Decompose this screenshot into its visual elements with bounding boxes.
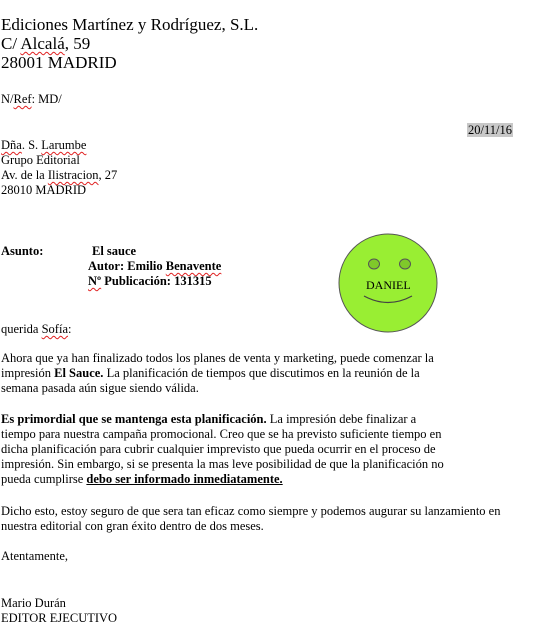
reference-part-c: : MD/ [31,92,62,106]
recipient-street-b: Ilistracion [47,168,99,182]
greeting-a: querida [1,322,42,336]
p2-emphasis: Es primordial que se mantenga esta planificación. [1,412,267,426]
closing: Atentamente, [1,549,68,563]
p1-line2-a: impresión [1,366,55,380]
sender-street [1,34,90,53]
reference-part-a: N/ [1,92,14,106]
paragraph-2-line-2: tiempo para nuestra campaña promocional. Creo que se ha previsto suficiente tiempo en [1,427,442,441]
paragraph-3-line-1: Dicho esto, estoy seguro de que sera tan eficaz como siempre y podemos augurar su lanzamiento en [1,504,501,518]
paragraph-2-line-3: dicha planificación para cubrir cualquier imprevisto que pueda ocurrir en el proceso de [1,442,436,456]
greeting-name: Sofía [41,322,68,336]
signature-name: Mario Durán [1,596,66,610]
date-value: 20/11/16 [468,123,512,137]
p2-line1-c: La impresión debe finalizar a [266,412,417,426]
greeting-c: : [68,322,72,336]
paragraph-2-line-4: impresión. Sin embargo, si se presenta la mas leve posibilidad de que la planificación no [1,457,444,471]
paragraph-1-line-2 [1,366,420,382]
recipient-title [1,138,86,154]
subject-pub-label-b: Publicación: 131315 [101,274,212,288]
subject-title: El sauce [92,244,137,258]
signature-role: EDITOR EJECUTIVO [1,611,118,625]
recipient-title-a: Dña [1,138,22,152]
stamp-label: DANIEL [366,278,411,292]
reference [1,92,62,108]
recipient-street-a: Av. de la [1,168,48,182]
sender-street-word: Alcalá [20,34,65,53]
paragraph-1-line-3: semana pasada aún sigue siendo válida. [1,381,199,395]
reference-part-b: Ref [13,92,32,106]
recipient-street [1,168,117,184]
recipient-company: Grupo Editorial [1,153,80,167]
paragraph-1-line-1: Ahora que ya han finalizado todos los planes de venta y marketing, puede comenzar la [1,351,434,365]
sender-street-number: , 59 [64,34,91,53]
subject-author [88,259,221,275]
subject-publication [88,274,212,290]
sender-city: 28001 MADRID [1,53,117,72]
subject-author-name: Benavente [165,259,222,273]
subject-pub-label-a: Nº [88,274,102,288]
subject-author-label: Autor: Emilio [88,259,166,273]
recipient-surname: Larumbe [41,138,87,152]
recipient-city: 28010 MADRID [1,183,87,197]
recipient-street-c: , 27 [98,168,118,182]
p2-line5-a: pueda cumplirse [1,472,87,486]
sender-name: Ediciones Martínez y Rodríguez, S.L. [1,15,259,34]
paragraph-2-line-1 [1,412,416,428]
recipient-title-b: . S. [21,138,42,152]
smiley-left-eye [369,259,380,269]
greeting [1,322,71,338]
p2-underlined-emphasis: debo ser informado inmediatamente. [86,472,283,486]
p1-line2-c: La planificación de tiempos que discutimos en la reunión de la [103,366,420,380]
date [467,121,513,139]
p1-book-title: El Sauce. [54,366,104,380]
sender-street-prefix: C/ [1,34,21,53]
smiley-right-eye [400,259,411,269]
paragraph-3-line-2: nuestra editorial con gran éxito dentro de dos meses. [1,519,264,533]
subject-label: Asunto: [1,244,44,258]
paragraph-2-line-5 [1,472,283,488]
